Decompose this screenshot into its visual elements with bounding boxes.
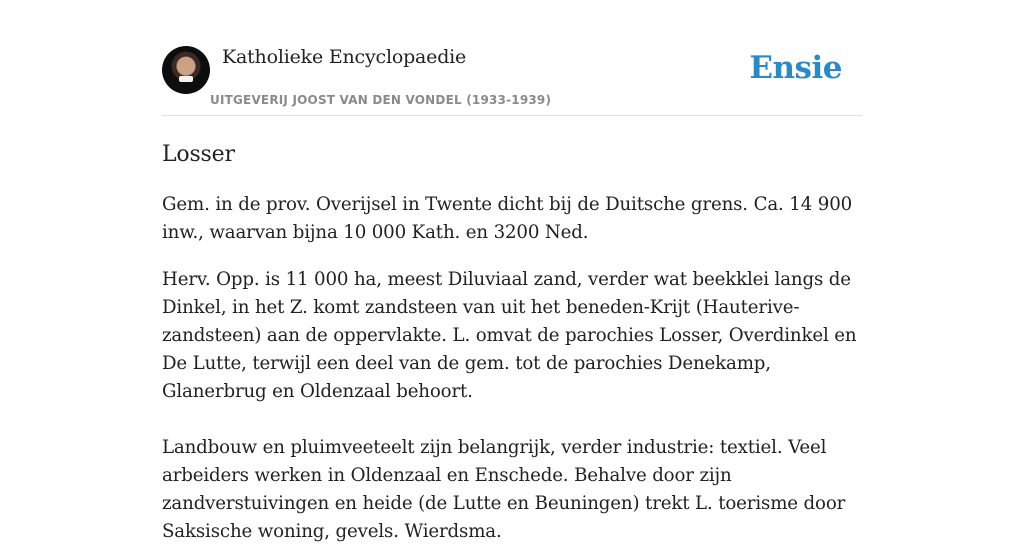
portrait-avatar[interactable]: [162, 46, 210, 94]
avatar-collar: [179, 76, 193, 82]
page: [162, 0, 862, 546]
publication-title[interactable]: Katholieke Encyclopaedie: [222, 46, 467, 68]
article-paragraph-2: Herv. Opp. is 11 000 ha, meest Diluviaal zand, verder wat beekklei langs de Dinkel, in het Z. komt zandsteen van uit het beneden-Krijt (Hauterive-zandsteen) aan de oppervlakte. L. omvat de parochies Losser, Overdinkel en De Lutte, terwijl een deel van de gem. tot de parochies Denekamp, Glanerbrug en Oldenzaal behoort.: [162, 269, 857, 402]
header: [162, 46, 862, 116]
publication-subtitle: UITGEVERIJ JOOST VAN DEN VONDEL (1933-1939): [210, 93, 552, 107]
article-paragraph-1: Gem. in de prov. Overijsel in Twente dicht bij de Duitsche grens. Ca. 14 900 inw., waarvan bijna 10 000 Kath. en 3200 Ned.: [162, 194, 853, 243]
ensie-logo[interactable]: Ensie: [749, 50, 842, 86]
article-paragraph-3: Landbouw en pluimveeteelt zijn belangrijk, verder industrie: textiel. Veel arbeiders werken in Oldenzaal en Enschede. Behalve door zijn zandverstuivingen en heide (de Lutte en Beuningen) trekt L. toerisme door Saksische woning, gevels. Wierdsma.: [162, 437, 846, 542]
article-title: Losser: [162, 142, 235, 167]
